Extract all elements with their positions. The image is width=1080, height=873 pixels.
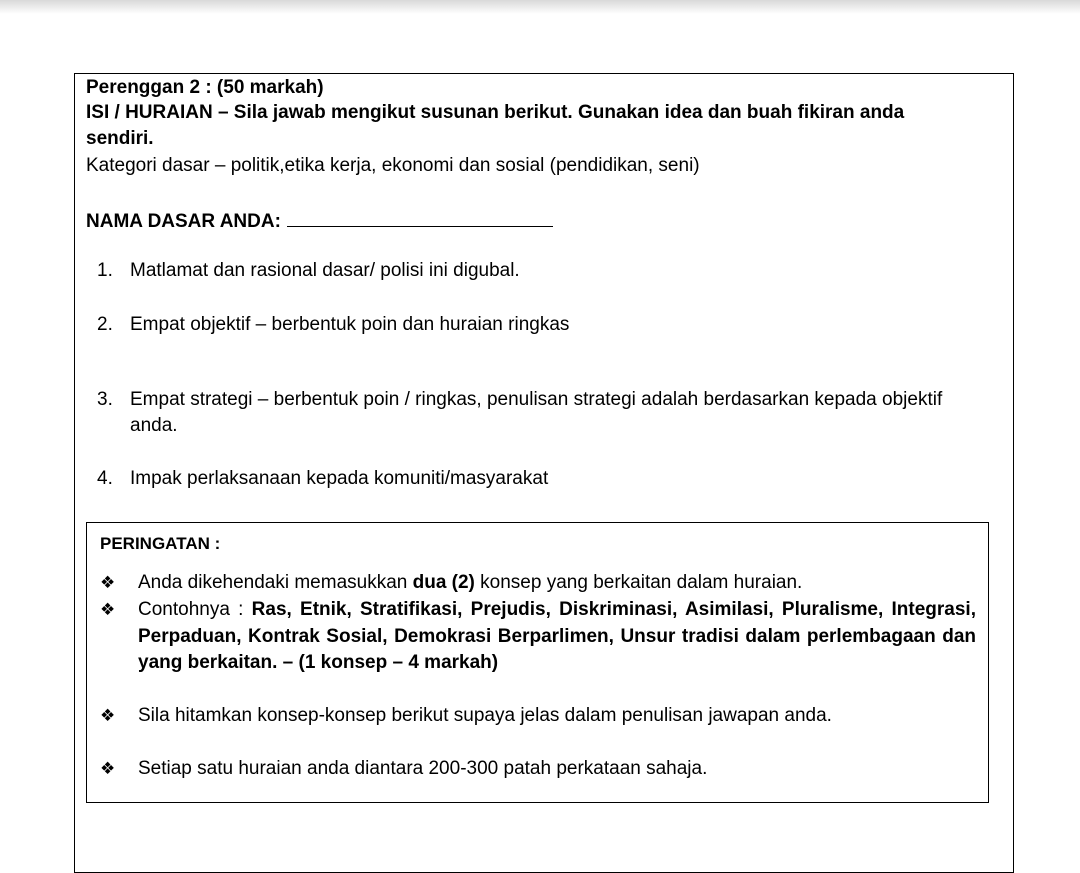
instruction-text-cont: sendiri.: [86, 128, 154, 149]
list-item: [97, 258, 997, 284]
viewer-top-shadow: [0, 0, 1080, 14]
warning-bullet: [100, 756, 976, 783]
instruction-text: ISI / HURAIAN – Sila jawab mengikut susunan berikut. Gunakan idea dan buah fikiran anda: [86, 102, 905, 123]
policy-name-label: NAMA DASAR ANDA:: [86, 211, 281, 232]
policy-name-row: [86, 206, 553, 235]
section-title: Perenggan 2 : (50 markah): [86, 77, 324, 98]
bullet-text: Anda dikehendaki memasukkan dua (2) konsep yang berkaitan dalam huraian.: [138, 572, 803, 593]
warning-bullet: [100, 570, 976, 597]
diamond-bullet-icon: ❖: [100, 706, 116, 726]
list-number: 1.: [97, 260, 113, 281]
category-text: Kategori dasar – politik,etika kerja, ekonomi dan sosial (pendidikan, seni): [86, 155, 700, 176]
list-number: 2.: [97, 314, 113, 335]
list-text: Impak perlaksanaan kepada komuniti/masyarakat: [130, 468, 549, 489]
warning-bullet: [100, 597, 976, 677]
warning-bullet: [100, 703, 976, 730]
list-text: Matlamat dan rasional dasar/ polisi ini digubal.: [130, 260, 520, 281]
diamond-bullet-icon: ❖: [100, 759, 116, 779]
diamond-bullet-icon: ❖: [100, 573, 116, 593]
list-item: [97, 312, 997, 338]
bullet-text: Sila hitamkan konsep-konsep berikut supaya jelas dalam penulisan jawapan anda.: [138, 705, 832, 726]
policy-name-blank[interactable]: [287, 206, 553, 227]
list-number: 4.: [97, 468, 113, 489]
list-text: Empat strategi – berbentuk poin / ringkas, penulisan strategi adalah berdasarkan kepada objektif anda.: [130, 389, 943, 436]
bullet-text: Contohnya : Ras, Etnik, Stratifikasi, Prejudis, Diskriminasi, Asimilasi, Pluralisme, Integrasi, Perpaduan, Kontrak Sosial, Demokrasi Berparlimen, Unsur tradisi dalam perlembagaan dan yang berkaitan. – (1 konsep – 4 markah): [138, 599, 976, 673]
diamond-bullet-icon: ❖: [100, 600, 116, 620]
list-text: Empat objektif – berbentuk poin dan huraian ringkas: [130, 314, 570, 335]
list-item: [97, 466, 997, 492]
list-number: 3.: [97, 389, 113, 410]
warning-title: PERINGATAN :: [100, 534, 221, 553]
list-item: [97, 387, 987, 439]
bullet-text: Setiap satu huraian anda diantara 200-300 patah perkataan sahaja.: [138, 758, 708, 779]
